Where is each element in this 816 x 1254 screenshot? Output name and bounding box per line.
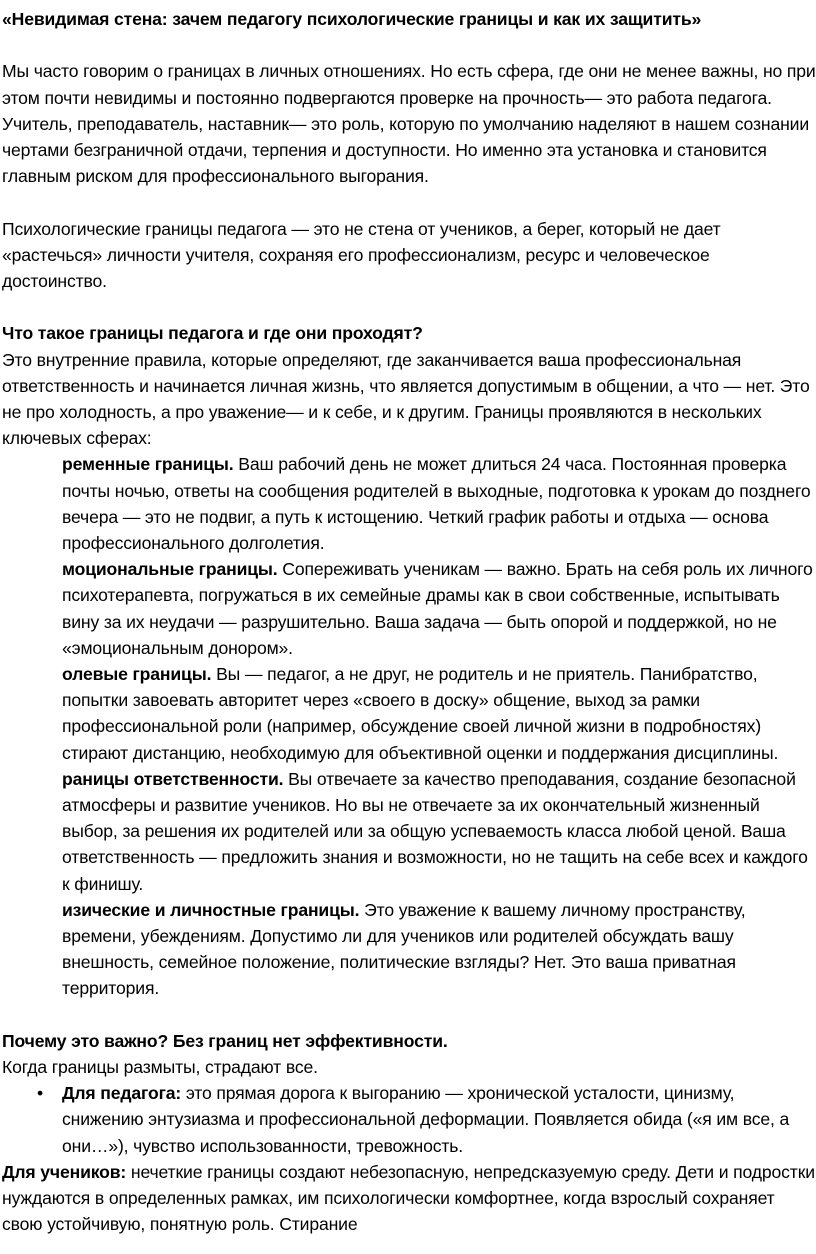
list-item-time-boundaries [2, 451, 816, 556]
spacer [2, 189, 816, 215]
spacer [2, 1002, 816, 1028]
students-term: Для учеников: [2, 1161, 127, 1182]
spacer [2, 294, 816, 320]
list-item-text: Вы отвечаете за качество преподавания, создание безопасной атмосферы и развитие учеников. Но вы не отвечаете за их окончательный жизненный выбор, за решения их родителей или за общую успеваемость класса любой ценой. Ваша ответственность — предложить знания и возможности, но не тащить на себе всех и каждого к финишу. [62, 768, 808, 894]
intro-paragraph-1: Мы часто говорим о границах в личных отношениях. Но есть сфера, где они не менее важны, но при этом почти невидимы и постоянно подвергаются проверке на прочность— это работа педагога. Учитель, преподаватель, наставник— это роль, которую по умолчанию наделяют в нашем сознании чертами безграничной отдачи, терпения и доступности. Но именно эта установка и становится главным риском для профессионального выгорания. [2, 61, 816, 187]
list-item-term: раницы ответственности. [62, 768, 284, 789]
bullet-term: Для педагога: [62, 1083, 182, 1104]
list-item-physical-boundaries [2, 897, 816, 1002]
list-item-term: олевые границы. [62, 664, 212, 685]
list-item-term: моциональные границы. [62, 559, 278, 580]
bullet-icon: • [36, 1083, 43, 1104]
spacer [2, 32, 816, 58]
list-item-text: Вы — педагог, а не друг, не родитель и не приятель. Панибратство, попытки завоевать авторитет через «своего в доску» общение, выход за рамки профессиональной роли (например, обсуждение своей личной жизни в подробностях) стирают дистанцию, необходимую для объективной оценки и поддержания дисциплины. [62, 664, 779, 763]
bullet-item-teacher [2, 1080, 816, 1159]
list-item-term: ременные границы. [62, 454, 234, 475]
section-paragraph-importance: Когда границы размыты, страдают все. [2, 1057, 318, 1078]
list-item-text: Ваш рабочий день не может длиться 24 часа. Постоянная проверка почты ночью, ответы на сообщения родителей в выходные, подготовка к урокам до позднего вечера — это не подвиг, а путь к истощению. Четкий график работы и отдыха — основа профессионального долголетия. [62, 454, 811, 554]
bullet-text: это прямая дорога к выгоранию — хронической усталости, цинизму, снижению энтузиазма и профессиональной деформации. Появляется обида («я им все, а они…»), чувство использованности, тревожность. [62, 1083, 790, 1156]
list-item-text: Это уважение к вашему личному пространству, времени, убеждениям. Допустимо ли для учеников или родителей обсуждать вашу внешность, семейное положение, политические взгляды? Нет. Это ваша приватная территория. [62, 899, 746, 999]
list-item-text: Сопереживать ученикам — важно. Брать на себя роль их личного психотерапевта, погружаться в их семейные драмы как в свои собственные, испытывать вину за их неудачи — разрушительно. Ваша задача — быть опорой и поддержкой, но не «эмоциональным донором». [62, 559, 813, 658]
list-item-term: изические и личностные границы. [62, 899, 360, 920]
list-item-role-boundaries [2, 661, 816, 766]
list-item-responsibility-boundaries [2, 766, 816, 897]
section-heading-importance: Почему это важно? Без границ нет эффективности. [2, 1030, 448, 1051]
students-paragraph [2, 1159, 816, 1238]
document-title: «Невидимая стена: зачем педагогу психологические границы и как их защитить» [2, 9, 702, 29]
list-item-emotional-boundaries [2, 556, 816, 661]
section-paragraph-boundaries: Это внутренние правила, которые определяют, где заканчивается ваша профессиональная ответственность и начинается личная жизнь, что является допустимым в общении, а что — нет. Это не про холодность, а про уважение— и к себе, и к другим. Границы проявляются в нескольких ключевых сферах: [2, 349, 810, 449]
students-text: нечеткие границы создают небезопасную, непредсказуемую среду. Дети и подростки нуждаются в определенных рамках, им психологически комфортнее, когда взрослый сохраняет свою устойчивую, понятную роль. Стирание [2, 1161, 815, 1235]
section-heading-boundaries: Что такое границы педагога и где они проходят? [2, 323, 423, 344]
intro-paragraph-2: Психологические границы педагога — это не стена от учеников, а берег, который не дает «растечься» личности учителя, сохраняя его профессионализм, ресурс и человеческое достоинство. [2, 218, 721, 291]
